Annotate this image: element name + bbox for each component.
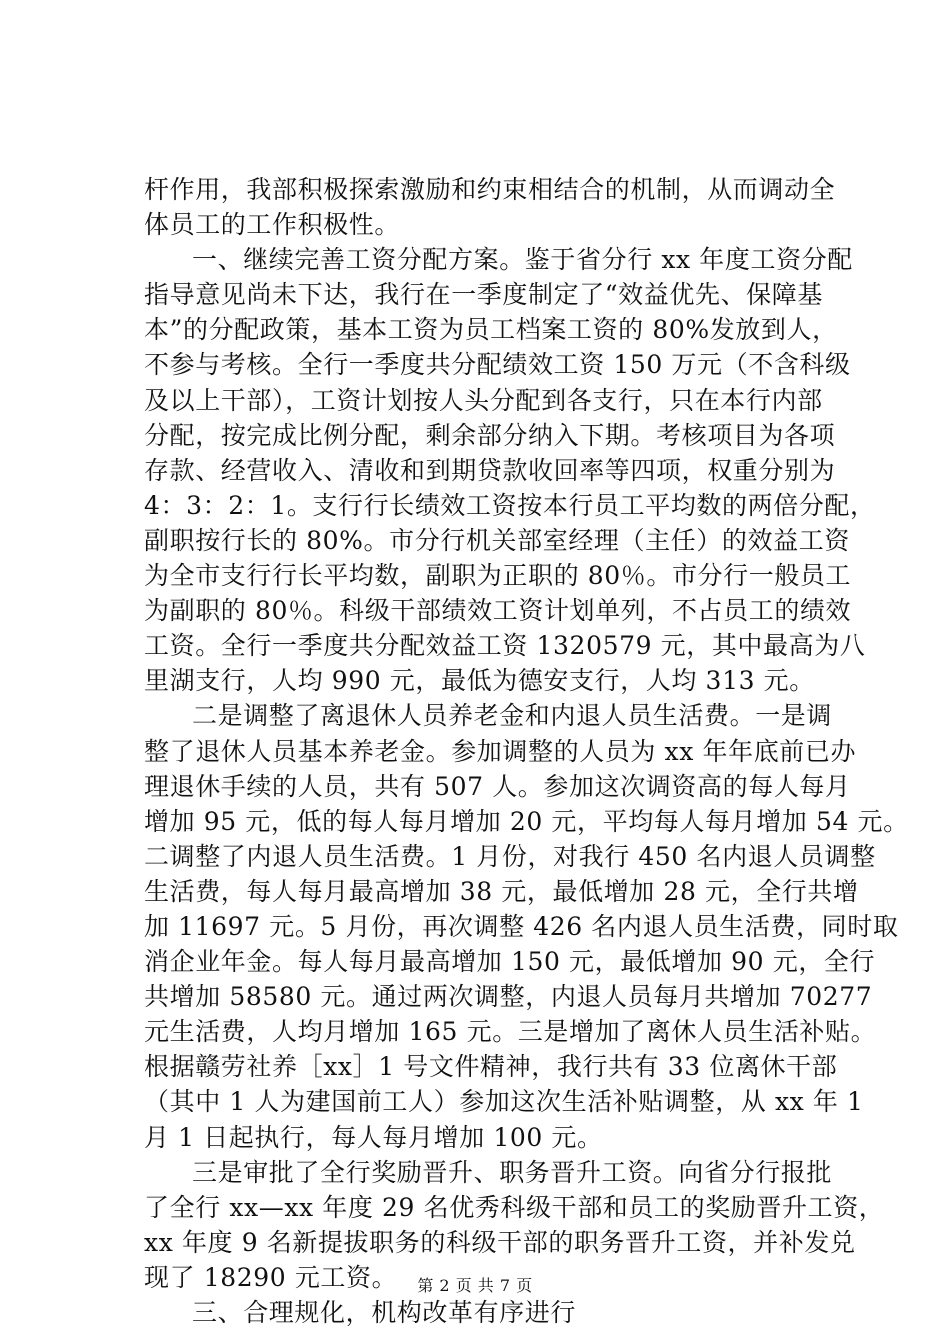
text-line: 三、合理规化，机构改革有序进行 [192, 1298, 577, 1327]
text-line: 共增加 58580 元。通过两次调整，内退人员每月共增加 70277 [144, 982, 873, 1012]
text-line: 理退休手续的人员，共有 507 人。参加这次调资高的每人每月 [144, 771, 851, 801]
text-line: 为副职的 80％。科级干部绩效工资计划单列，不占员工的绩效 [144, 596, 852, 626]
page-footer: 第 2 页 共 7 页 [417, 1276, 533, 1295]
text-line: xx 年度 9 名新提拔职务的科级干部的职务晋升工资，并补发兑 [144, 1227, 856, 1257]
text-line: 一、继续完善工资分配方案。鉴于省分行 xx 年度工资分配 [192, 245, 853, 275]
text-line: 元生活费，人均月增加 165 元。三是增加了离休人员生活补贴。 [144, 1017, 877, 1047]
text-line: 本”的分配政策，基本工资为员工档案工资的 80%发放到人， [144, 315, 838, 345]
text-line: 加 11697 元。5 月份，再次调整 426 名内退人员生活费，同时取 [144, 911, 899, 941]
text-line: （其中 1 人为建国前工人）参加这次生活补贴调整，从 xx 年 1 [144, 1087, 864, 1117]
text-line: 里湖支行，人均 990 元，最低为德安支行，人均 313 元。 [144, 666, 815, 696]
text-line: 杆作用，我部积极探索激励和约束相结合的机制，从而调动全 [144, 175, 836, 204]
text-line: 为全市支行行长平均数，副职为正职的 80％。市分行一般员工 [144, 561, 852, 591]
text-line: 整了退休人员基本养老金。参加调整的人员为 xx 年年底前已办 [144, 736, 857, 766]
text-line: 增加 95 元，低的每人每月增加 20 元，平均每人每月增加 54 元。 [144, 806, 909, 836]
text-line: 副职按行长的 80%。市分行机关部室经理（主任）的效益工资 [144, 525, 850, 555]
text-line: 三是审批了全行奖励晋升、职务晋升工资。向省分行报批 [192, 1157, 833, 1187]
text-line: 及以上干部），工资计划按人头分配到各支行，只在本行内部 [144, 385, 823, 415]
text-line: 存款、经营收入、清收和到期贷款收回率等四项，权重分别为 [144, 455, 836, 485]
text-line: 生活费，每人每月最高增加 38 元，最低增加 28 元，全行共增 [144, 876, 859, 906]
text-line: 分配，按完成比例分配，剩余部分纳入下期。考核项目为各项 [144, 420, 836, 450]
text-line: 不参与考核。全行一季度共分配绩效工资 150 万元（不含科级 [144, 350, 851, 380]
text-line: 工资。全行一季度共分配效益工资 1320579 元，其中最高为八 [144, 631, 866, 661]
text-line: 消企业年金。每人每月最高增加 150 元，最低增加 90 元，全行 [144, 947, 876, 977]
text-line: 月 1 日起执行，每人每月增加 100 元。 [144, 1122, 603, 1152]
text-line: 4：3：2：1。支行行长绩效工资按本行员工平均数的两倍分配， [144, 490, 876, 520]
text-line: 体员工的工作积极性。 [144, 210, 401, 240]
text-line: 指导意见尚未下达，我行在一季度制定了“效益优先、保障基 [144, 280, 823, 310]
document-body [144, 172, 909, 1330]
text-line: 现了 18290 元工资。 [144, 1262, 398, 1292]
text-line: 二调整了内退人员生活费。1 月份，对我行 450 名内退人员调整 [144, 841, 876, 871]
text-line: 二是调整了离退休人员养老金和内退人员生活费。一是调 [192, 701, 833, 731]
text-line: 根据赣劳社养［xx］1 号文件精神，我行共有 33 位离休干部 [144, 1052, 838, 1082]
text-line: 了全行 xx—xx 年度 29 名优秀科级干部和员工的奖励晋升工资， [144, 1192, 885, 1222]
